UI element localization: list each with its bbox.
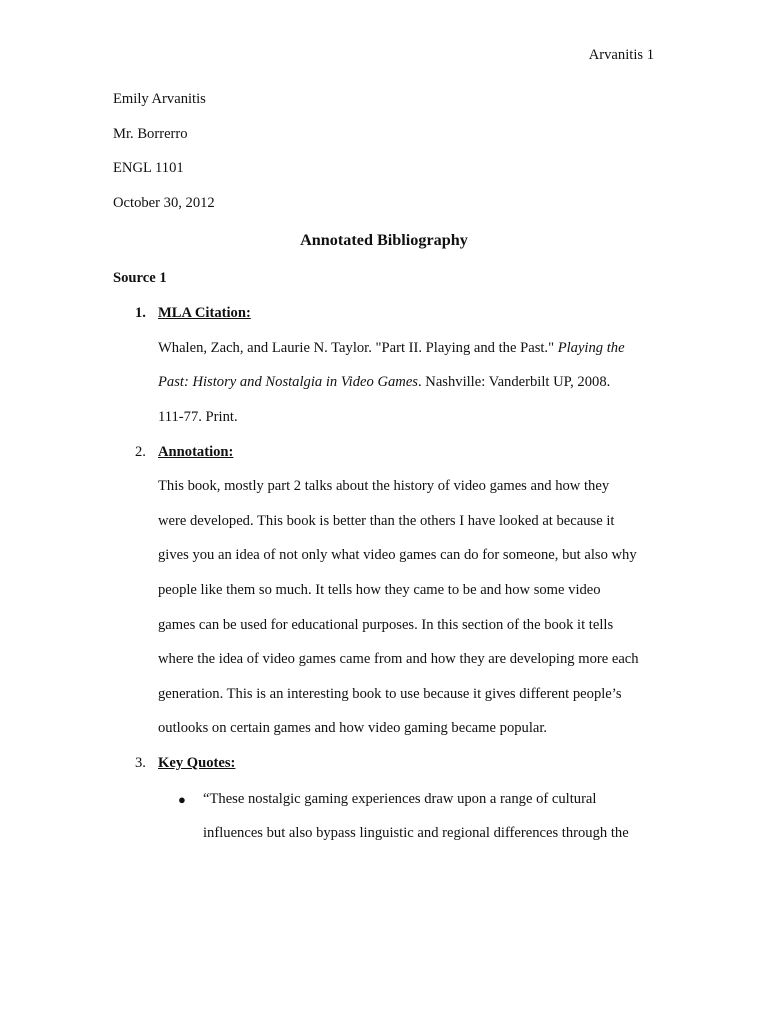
annotation-heading: Annotation: (158, 444, 234, 460)
annotation-line: outlooks on certain games and how video gaming became popular. (158, 720, 548, 736)
citation-line-2 (158, 372, 610, 392)
item-number-2: 2. (135, 444, 146, 460)
annotation-line: generation. This is an interesting book to use because it gives different people’s (158, 686, 622, 702)
citation-line-2-italic: Past: History and Nostalgia in Video Games (158, 374, 418, 390)
citation-line-1-italic: Playing the (557, 340, 625, 356)
date: October 30, 2012 (113, 195, 215, 211)
course-name: ENGL 1101 (113, 160, 184, 176)
annotation-line: where the idea of video games came from and how they are developing more each (158, 651, 639, 667)
instructor-name: Mr. Borrerro (113, 126, 188, 142)
author-name: Emily Arvanitis (113, 91, 206, 107)
item-number-1: 1. (135, 305, 146, 321)
citation-line-2-plain: . Nashville: Vanderbilt UP, 2008. (417, 374, 611, 390)
annotation-line: games can be used for educational purposes. In this section of the book it tells (158, 617, 614, 633)
citation-line-1-plain: Whalen, Zach, and Laurie N. Taylor. "Part II. Playing and the Past." (158, 340, 558, 356)
annotation-line: This book, mostly part 2 talks about the history of video games and how they (158, 478, 610, 494)
running-header: Arvanitis 1 (588, 47, 654, 63)
annotation-line: people like them so much. It tells how they came to be and how some video (158, 582, 601, 598)
source-label: Source 1 (113, 270, 167, 286)
annotation-line: gives you an idea of not only what video games can do for someone, but also why (158, 547, 637, 563)
bullet-icon: ● (178, 792, 186, 807)
citation-line-1 (158, 338, 625, 358)
quote-line: influences but also bypass linguistic and regional differences through the (203, 825, 629, 841)
key-quotes-heading: Key Quotes: (158, 755, 236, 771)
citation-line-3: 111-77. Print. (158, 409, 238, 425)
quote-line: “These nostalgic gaming experiences draw upon a range of cultural (203, 791, 597, 807)
page-title: Annotated Bibliography (300, 231, 468, 249)
annotation-line: were developed. This book is better than the others I have looked at because it (158, 513, 615, 529)
item-number-3: 3. (135, 755, 146, 771)
mla-citation-heading: MLA Citation: (158, 305, 251, 321)
